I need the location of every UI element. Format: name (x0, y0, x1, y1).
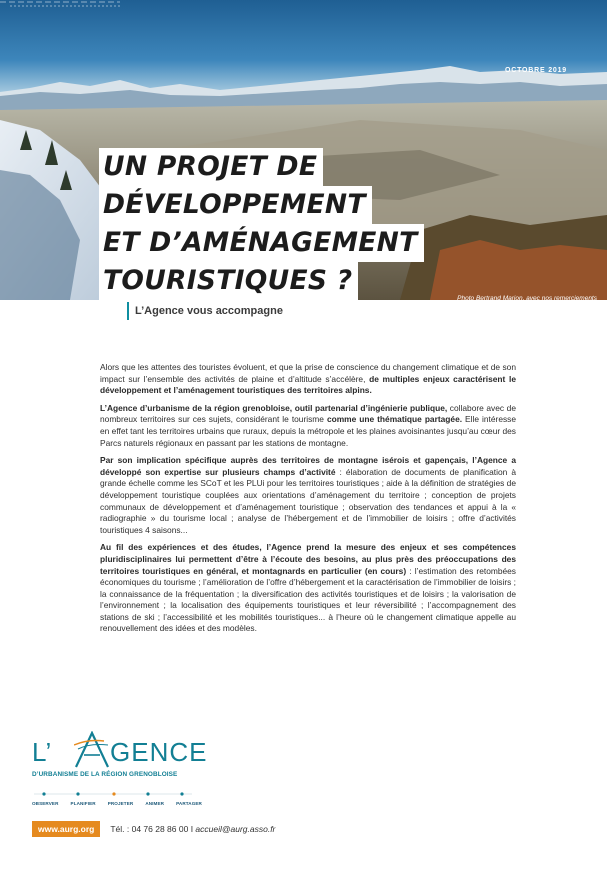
logo-tag: PROJETER (107, 801, 134, 806)
logo-tag: PLANIFIER (70, 801, 96, 806)
bold-run: de multiples enjeux caractérisent le développement et l’aménagement touristiques des territoires alpins. (100, 373, 516, 396)
website-link[interactable]: www.aurg.org (32, 821, 100, 837)
body-text (100, 362, 516, 641)
logo-dots-decoration (32, 789, 197, 809)
paragraph (100, 403, 516, 449)
contact-info (110, 824, 275, 834)
paragraph (100, 362, 516, 397)
paragraph (100, 542, 516, 635)
bold-run: Au fil des expériences et des études, l’Agence prend la mesure des enjeux et ses compétences pluridisciplinaires lui permettent d’être à l’écoute des besoins, au plus près des préoccupations des territoires touristiques en général, et montagnards en particulier (en cours) (100, 542, 516, 576)
text-run: Elle intéresse en effet tant les territoires urbains que ruraux, depuis la métropole et les plaines avoisinantes jusqu’au cœur des Parcs naturels régionaux en passant par les stations de montagne. (100, 414, 517, 448)
title-line: ET D’AMÉNAGEMENT (99, 224, 424, 262)
photo-credit: Photo Bertrand Marion, avec nos remerciements (457, 295, 597, 302)
page-title (99, 148, 424, 300)
footer-contact (32, 821, 275, 837)
logo-tags (32, 801, 202, 806)
title-line: TOURISTIQUES ? (99, 262, 358, 300)
logo-wordmark (32, 731, 208, 771)
text-run: : l’estimation des retombées économiques du tourisme ; l’amélioration de l’offre d’hébergement et la caractérisation de l’immobilier de loisirs ; la connaissance de la fréquentation ; la diversification des activités touristiques et de loisirs ; la valorisation de l’environnement ; la localisation des équipements touristiques et leur réversibilité ; l’accompagnement des stations de ski ; l’accessibilité et les mobilités touristiques... à l’heure où le changement climatique appelle au renouvellement des idées et des modèles. (100, 565, 516, 634)
logo-gence: GENCE (110, 737, 208, 767)
bold-run: comme une thématique partagée. (326, 414, 463, 425)
agence-logo (32, 731, 208, 806)
logo-tag: OBSERVER (32, 801, 59, 806)
logo-l: L’ (32, 737, 52, 767)
bold-run: L’Agence d’urbanisme de la région grenobloise, outil partenarial d’ingénierie publique, (100, 402, 448, 413)
text-run: Alors que les attentes des touristes évoluent, et que la prise de conscience du changement climatique et de son impact sur l’ensemble des activités de plaine et d’altitude s’accélère, (100, 362, 516, 384)
logo-a-icon (74, 731, 110, 771)
logo-tag: PARTAGER (176, 801, 202, 806)
date-tag: OCTOBRE 2019 (505, 67, 567, 74)
bold-run: Par son implication spécifique auprès des territoires de montagne isérois et gapençais, l’Agence a développé son expertise sur plusieurs champs d’activité (100, 455, 516, 477)
decorative-lines (0, 0, 120, 8)
email-link[interactable]: accueil@aurg.asso.fr (195, 824, 276, 834)
logo-tag: ANIMER (145, 801, 165, 806)
page-subtitle: L’Agence vous accompagne (127, 302, 283, 320)
title-line: UN PROJET DE (99, 148, 323, 186)
title-line: DÉVELOPPEMENT (99, 186, 372, 224)
paragraph (100, 455, 516, 536)
logo-subtitle: D’URBANISME DE LA RÉGION GRENOBLOISE (32, 771, 178, 778)
text-run: : élaboration de documents de planification à grande échelle comme les SCoT et les PLUi pour les territoires touristiques ; aide à la définition de stratégies de développement touristique couplées aux orientations d’aménagement du territoire ; conception de projets communaux de développement et d’aménagement touristique ; observation des tendances et appui à la « radiographie » du tourisme local ; analyse de l’hébergement et de l’immobilier de loisirs ; offre d’activités touristiques 4 saisons... (100, 466, 516, 535)
text-run: collabore avec de nombreux territoires sur ces sujets, considérant le tourisme (100, 402, 516, 425)
phone-text: Tél. : 04 76 28 86 00 I (110, 824, 196, 834)
